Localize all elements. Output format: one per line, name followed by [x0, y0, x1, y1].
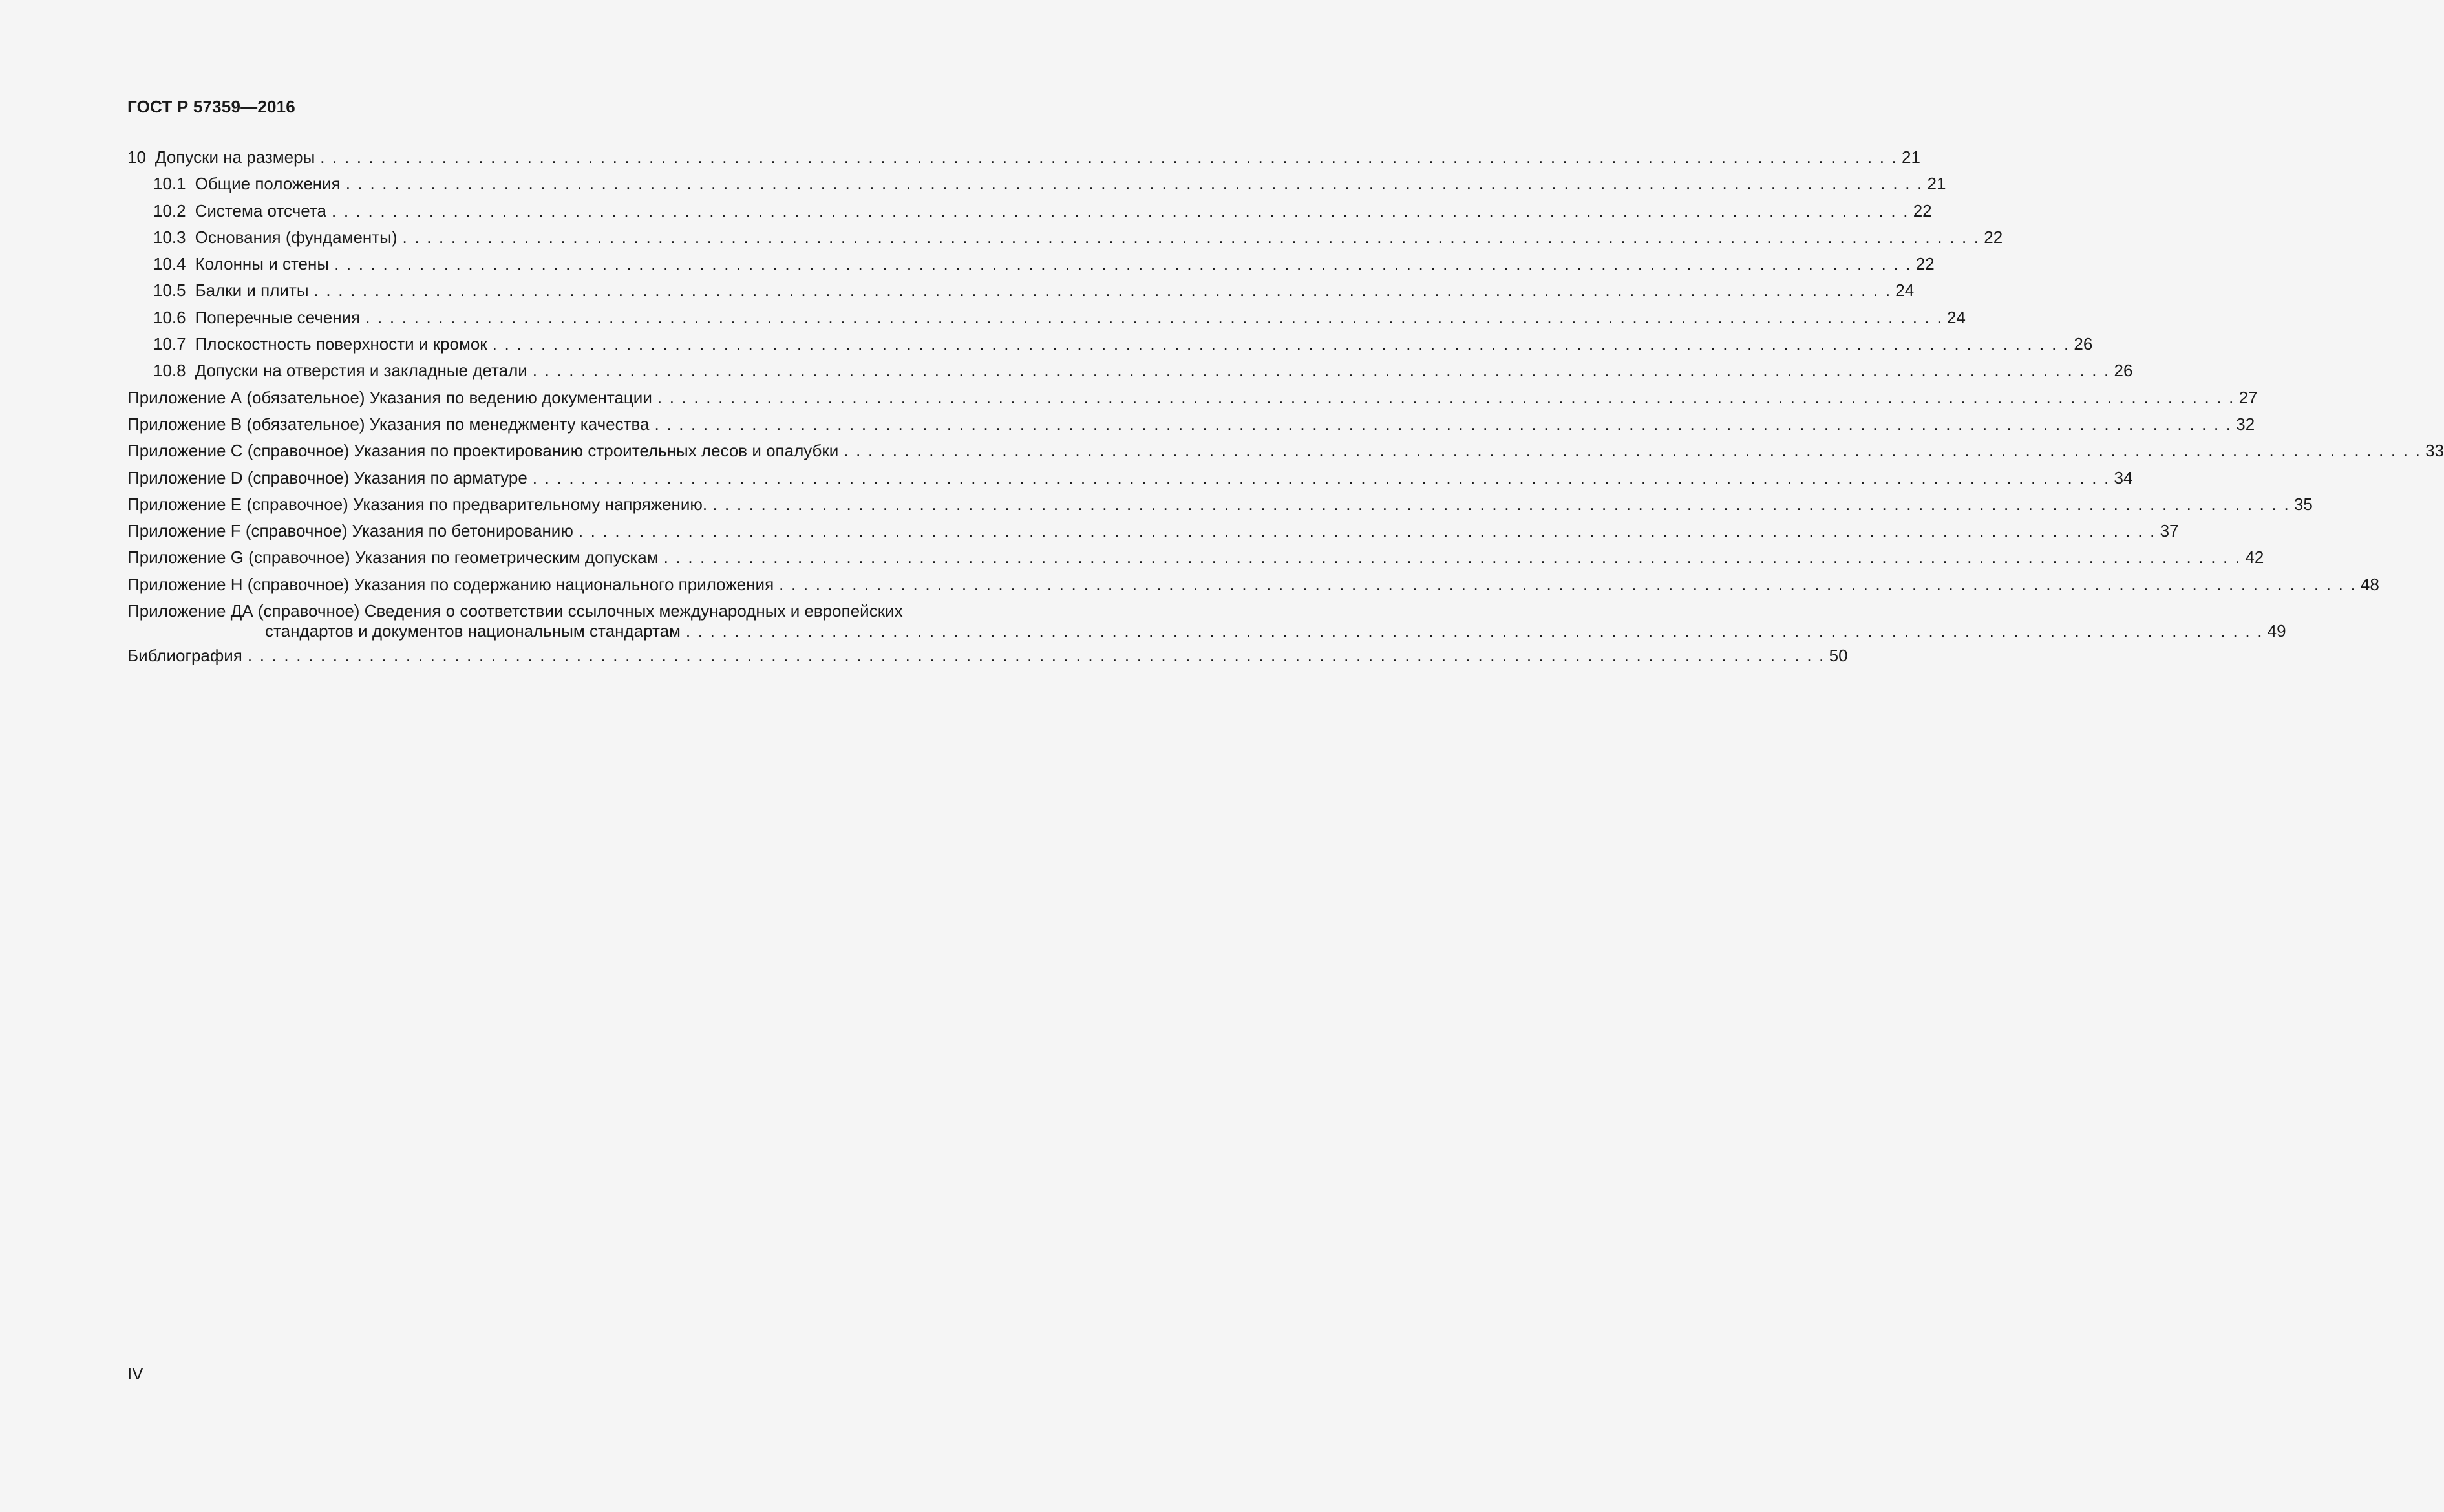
dot-leader	[332, 201, 1909, 221]
toc-entry-page: 22	[1984, 227, 2003, 247]
toc-entry-number: 10.2	[153, 200, 186, 220]
toc-entry-number: 10.4	[153, 254, 186, 274]
toc-entry-number: 10.8	[153, 361, 186, 381]
toc-entry-page: 35	[2293, 494, 2313, 514]
toc-entry-number: 10.7	[153, 334, 186, 354]
dot-leader	[334, 254, 1912, 274]
dot-leader	[657, 388, 2235, 408]
toc-entry-title: Приложение А (обязательное) Указания по ведению документации	[127, 387, 652, 407]
dot-leader	[493, 334, 2070, 354]
toc-annex-entry[interactable]	[127, 441, 2444, 467]
toc-entry-page: 21	[1927, 174, 1946, 194]
dot-leader	[779, 575, 2357, 595]
toc-entry[interactable]	[127, 334, 2093, 361]
dot-leader	[314, 281, 1892, 301]
toc-annex-entry[interactable]	[127, 414, 2255, 441]
dot-leader	[346, 174, 1924, 194]
toc-entry-title: 10.4 Колонны и стены	[153, 254, 330, 274]
toc-entry-page: 24	[1895, 281, 1915, 301]
dot-leader	[844, 441, 2421, 461]
toc-entry-title: 10.1 Общие положения	[153, 174, 341, 194]
toc-annex-entry[interactable]	[127, 548, 2264, 574]
toc-entry-page: 27	[2238, 387, 2258, 407]
toc-annex-entry[interactable]	[127, 521, 2179, 548]
dot-leader	[579, 521, 2156, 541]
toc-entry-title: Приложение D (справочное) Указания по арматуре	[127, 467, 527, 487]
dot-leader	[248, 646, 1825, 666]
toc-entry-page: 49	[2267, 621, 2286, 641]
toc-entry[interactable]	[127, 174, 1946, 200]
toc-entry-title: 10.3 Основания (фундаменты)	[153, 227, 398, 247]
dot-leader	[533, 468, 2110, 488]
toc-bibliography-entry[interactable]	[127, 646, 1848, 672]
toc-entry-page: 42	[2245, 548, 2264, 568]
toc-entry-title: Приложение В (обязательное) Указания по менеджменту качества	[127, 414, 650, 434]
toc-entry[interactable]	[127, 254, 1935, 281]
toc-annex-entry-da[interactable]	[127, 601, 2286, 646]
toc-entry-title: 10.2 Система отсчета	[153, 200, 326, 220]
dot-leader	[686, 621, 2264, 641]
toc-entry-page: 22	[1913, 200, 1932, 220]
toc-entry-title: Библиография	[127, 646, 242, 666]
toc-entry-page: 26	[2074, 334, 2093, 354]
toc-entry-number: 10	[127, 147, 146, 167]
toc-entry-title-line2-row	[127, 621, 2286, 641]
toc-entry-page: 33	[2425, 441, 2444, 461]
table-of-contents	[127, 147, 2444, 672]
toc-entry-title-line1: Приложение ДА (справочное) Сведения о соответствии ссылочных международных и европейских	[127, 601, 903, 621]
toc-entry-title: Приложение С (справочное) Указания по проектированию строительных лесов и опалубки	[127, 441, 839, 461]
toc-annex-entry[interactable]	[127, 387, 2258, 414]
toc-entry-number: 10.5	[153, 281, 186, 301]
toc-entry[interactable]	[127, 307, 1966, 334]
dot-leader	[712, 495, 2290, 515]
toc-entry-title: 10.5 Балки и плиты	[153, 281, 309, 301]
toc-entry-title: 10.8 Допуски на отверстия и закладные детали	[153, 361, 527, 381]
toc-entry-number: 10.3	[153, 227, 186, 247]
toc-entry-title: Приложение E (справочное) Указания по предварительному напряжению.	[127, 494, 708, 514]
toc-entry-title-line2: стандартов и документов национальным стандартам	[265, 621, 681, 641]
toc-entry-page: 21	[1902, 147, 1920, 167]
toc-entry[interactable]	[127, 147, 1920, 174]
dot-leader	[365, 308, 1943, 328]
toc-entry-title: Приложение F (справочное) Указания по бетонированию	[127, 521, 573, 541]
document-header: ГОСТ Р 57359—2016	[127, 97, 295, 116]
dot-leader	[320, 147, 1898, 167]
toc-entry-number: 10.6	[153, 307, 186, 327]
dot-leader	[533, 361, 2110, 381]
toc-entry-page: 34	[2114, 467, 2133, 487]
toc-entry-page: 24	[1946, 307, 1966, 327]
toc-entry[interactable]	[127, 227, 2003, 254]
toc-entry-page: 32	[2236, 414, 2255, 434]
toc-entry-title: Приложение H (справочное) Указания по содержанию национального приложения	[127, 574, 774, 594]
page-number: IV	[127, 1364, 143, 1383]
dot-leader	[403, 228, 1981, 248]
toc-annex-entry[interactable]	[127, 494, 2313, 521]
toc-entry-page: 26	[2114, 361, 2133, 381]
toc-entry-number: 10.1	[153, 174, 186, 194]
dot-leader	[655, 414, 2233, 434]
toc-entry[interactable]	[127, 281, 1915, 307]
toc-entry[interactable]	[127, 200, 1932, 228]
toc-entry-title: 10.7 Плоскостность поверхности и кромок	[153, 334, 487, 354]
dot-leader	[664, 548, 2242, 568]
toc-entry-page: 22	[1915, 254, 1935, 274]
toc-entry-title: 10 Допуски на размеры	[127, 147, 315, 167]
toc-entry-title-block	[127, 601, 2286, 641]
toc-annex-entry[interactable]	[127, 467, 2133, 495]
toc-entry-page: 37	[2160, 521, 2179, 541]
toc-entry-title: 10.6 Поперечные сечения	[153, 307, 361, 327]
toc-entry-page: 50	[1829, 646, 1848, 666]
toc-entry-title: Приложение G (справочное) Указания по геометрическим допускам	[127, 548, 659, 568]
toc-entry[interactable]	[127, 361, 2133, 387]
toc-entry-page: 48	[2360, 574, 2379, 594]
toc-annex-entry[interactable]	[127, 574, 2379, 601]
